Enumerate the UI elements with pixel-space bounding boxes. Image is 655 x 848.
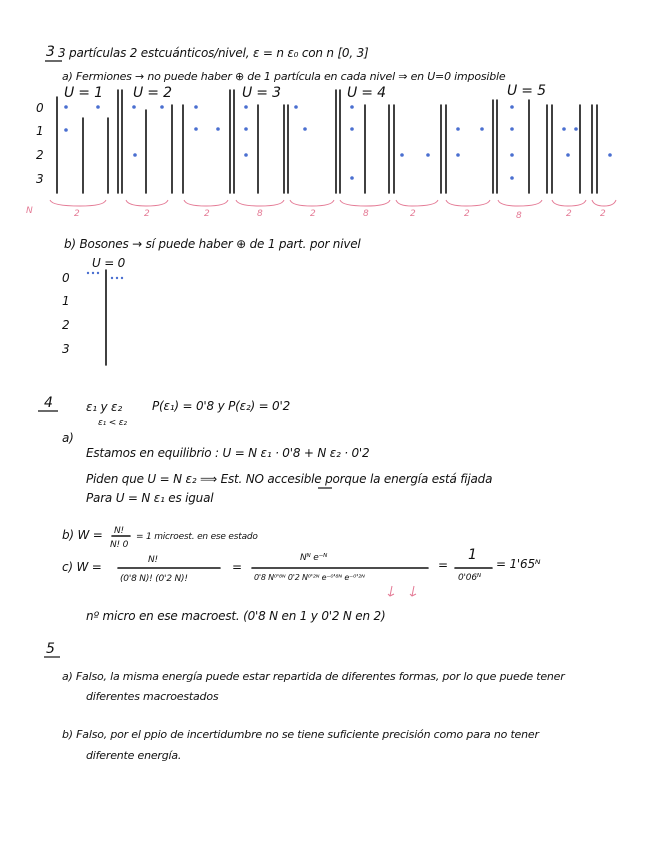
c-denominator-2: 0'8 N⁰'⁸ᴺ 0'2 N⁰'²ᴺ e⁻⁰'⁸ᴺ e⁻⁰'²ᴺ	[254, 573, 365, 582]
count-4: 8	[257, 209, 263, 219]
s5-b-line-2: diferente energía.	[86, 749, 182, 762]
cancel-marks	[388, 586, 416, 596]
u-label-5: U = 5	[507, 83, 546, 99]
u-label-2: U = 2	[133, 85, 172, 101]
energy-order: ε₁ < ε₂	[98, 418, 127, 428]
level-2: 2	[36, 148, 44, 162]
s5-a-line-1: a) Falso, la misma energía puede estar repartida de diferentes formas, por lo que puede tener	[62, 670, 565, 683]
section3-title: 3 partículas 2 estcuánticos/nivel, ε = n ε₀ con n [0, 3]	[58, 46, 369, 60]
c-numerator-2: Nᴺ e⁻ᴺ	[300, 553, 328, 563]
b-w-label: b) W =	[62, 528, 103, 542]
requirement-line: Piden que U = N ε₂ ⟹ Est. NO accesible porque la energía está fijada	[86, 472, 493, 486]
count-8: 2	[464, 209, 470, 219]
section3-number: 3	[46, 44, 55, 60]
boson-level-0: 0	[62, 271, 70, 285]
level-3: 3	[36, 172, 44, 186]
count-11: 2	[600, 209, 606, 219]
count-3: 2	[204, 209, 210, 219]
equilibrium-line: Estamos en equilibrio : U = N ε₁ · 0'8 + N ε₂ · 0'2	[86, 446, 370, 460]
section4-number: 4	[44, 395, 53, 411]
u-label-1: U = 1	[64, 85, 103, 101]
u-label-3: U = 3	[242, 85, 281, 101]
c-denominator-1: (0'8 N)! (0'2 N)!	[120, 574, 188, 584]
section5-number: 5	[46, 641, 55, 657]
count-10: 2	[566, 209, 572, 219]
c-result: = 1'65ᴺ	[496, 557, 541, 571]
count-7: 2	[410, 209, 416, 219]
b-denominator: N! 0	[110, 540, 129, 550]
count-6: 8	[363, 209, 369, 219]
boson-level-3: 3	[62, 342, 70, 356]
u-label-4: U = 4	[347, 85, 386, 101]
s5-a-line-2: diferentes macroestados	[86, 690, 219, 703]
c-equals-1: =	[232, 560, 242, 574]
fermion-diagram-lines	[57, 90, 597, 193]
count-5: 2	[310, 209, 316, 219]
part-a-label: a)	[62, 431, 74, 445]
probabilities: P(ε₁) = 0'8 y P(ε₂) = 0'2	[152, 399, 291, 413]
level-0: 0	[36, 101, 44, 115]
fermions-statement: a) Fermiones → no puede haber ⊕ de 1 partícula en cada nivel ⇒ en U=0 imposible	[62, 70, 506, 83]
count-braces	[50, 200, 616, 206]
boson-dots	[87, 272, 123, 279]
c-w-label: c) W =	[62, 560, 102, 574]
boson-u-label: U = 0	[92, 256, 126, 270]
c-denominator-3: 0'06ᴺ	[458, 573, 481, 583]
bosons-statement: b) Bosones → sí puede haber ⊕ de 1 part. por nivel	[64, 237, 361, 251]
energies: ε₁ y ε₂	[86, 400, 122, 414]
b-result: = 1 microest. en ese estado	[136, 532, 258, 542]
microstates-note: nº micro en ese macroest. (0'8 N en 1 y 0'2 N en 2)	[86, 609, 386, 623]
s5-b-line-1: b) Falso, por el ppio de incertidumbre no se tiene suficiente precisión como para no tener	[62, 728, 539, 741]
count-2: 2	[144, 209, 150, 219]
n-label: N	[26, 206, 33, 216]
count-9: 8	[516, 211, 522, 221]
same-line: Para U = N ε₁ es igual	[86, 491, 214, 505]
c-numerator-1: N!	[148, 555, 158, 565]
c-numerator-3: 1	[468, 547, 477, 563]
c-equals-2: =	[438, 558, 448, 572]
level-1: 1	[36, 124, 44, 138]
count-1: 2	[74, 209, 80, 219]
boson-level-2: 2	[62, 318, 70, 332]
boson-level-1: 1	[62, 294, 70, 308]
b-numerator: N!	[114, 526, 124, 536]
